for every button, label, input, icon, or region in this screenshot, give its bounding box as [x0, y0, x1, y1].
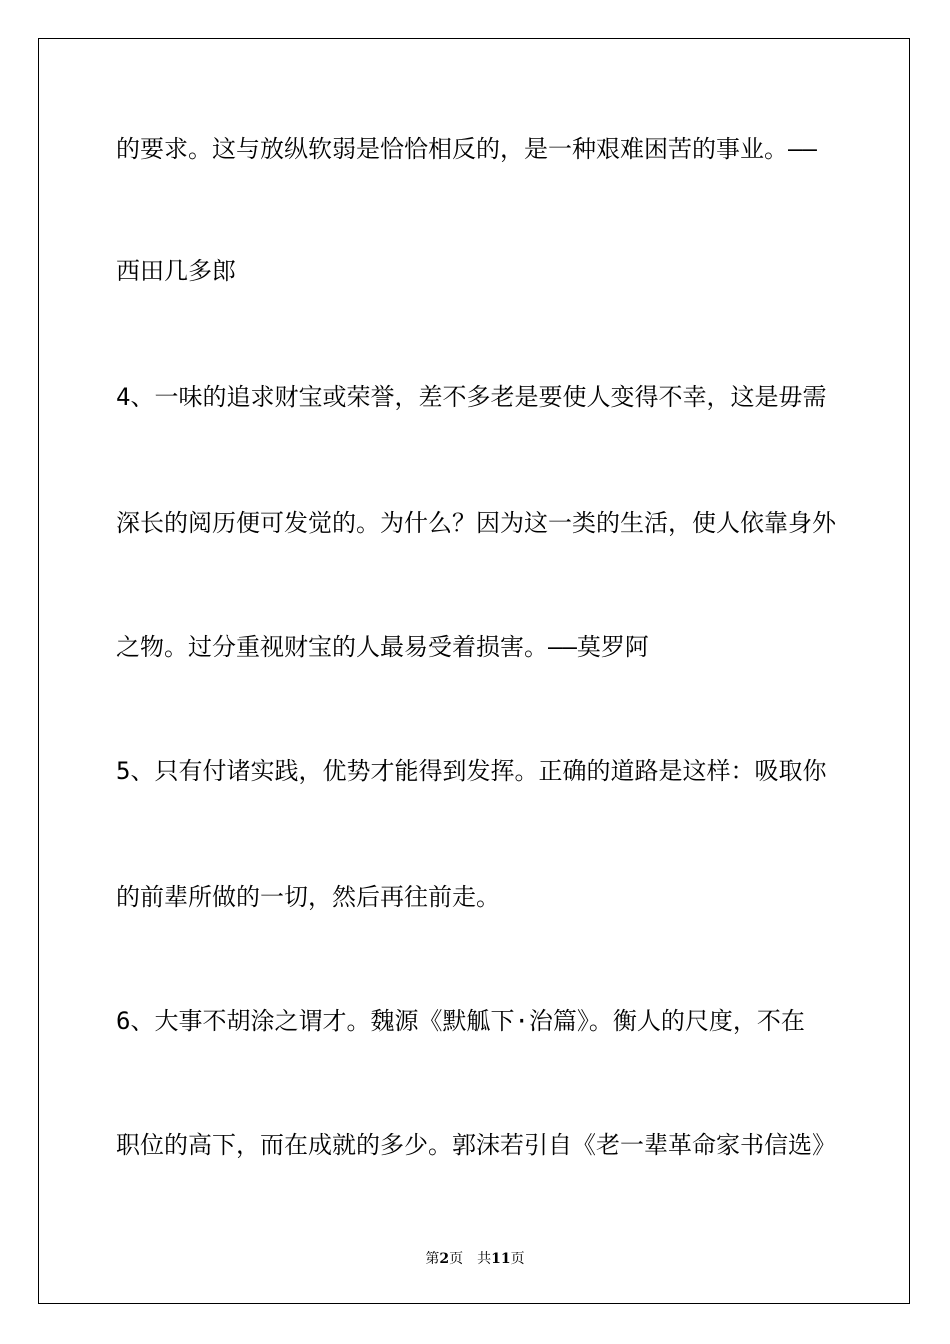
footer-total-number: 11 [491, 1251, 511, 1267]
footer-page-number: 2 [439, 1251, 450, 1267]
page-footer [0, 1248, 950, 1268]
footer-total-suffix: 页 [510, 1251, 525, 1267]
body-line-2: 西田几多郎 [116, 257, 236, 285]
body-line-8: 6、大事不胡涂之谓才。魏源《默觚下·治篇》。衡人的尺度，不在 [116, 1007, 805, 1035]
body-line-5: 之物。过分重视财宝的人最易受着损害。——莫罗阿 [116, 633, 649, 661]
footer-page-suffix: 页 [449, 1251, 464, 1267]
body-line-4: 深长的阅历便可发觉的。为什么？因为这一类的生活，使人依靠身外 [116, 509, 836, 537]
footer-total-prefix: 共 [477, 1251, 492, 1267]
body-line-9: 职位的高下，而在成就的多少。郭沫若引自《老一辈革命家书信选》 [116, 1131, 836, 1159]
body-line-6: 5、只有付诸实践，优势才能得到发挥。正确的道路是这样：吸取你 [116, 757, 827, 785]
footer-page-prefix: 第 [425, 1251, 440, 1267]
body-line-1: 的要求。这与放纵软弱是恰恰相反的，是一种艰难困苦的事业。—— [116, 135, 817, 163]
page-border [38, 38, 910, 1304]
body-line-7: 的前辈所做的一切，然后再往前走。 [116, 883, 500, 911]
body-line-3: 4、一味的追求财宝或荣誉，差不多老是要使人变得不幸，这是毋需 [116, 383, 827, 411]
